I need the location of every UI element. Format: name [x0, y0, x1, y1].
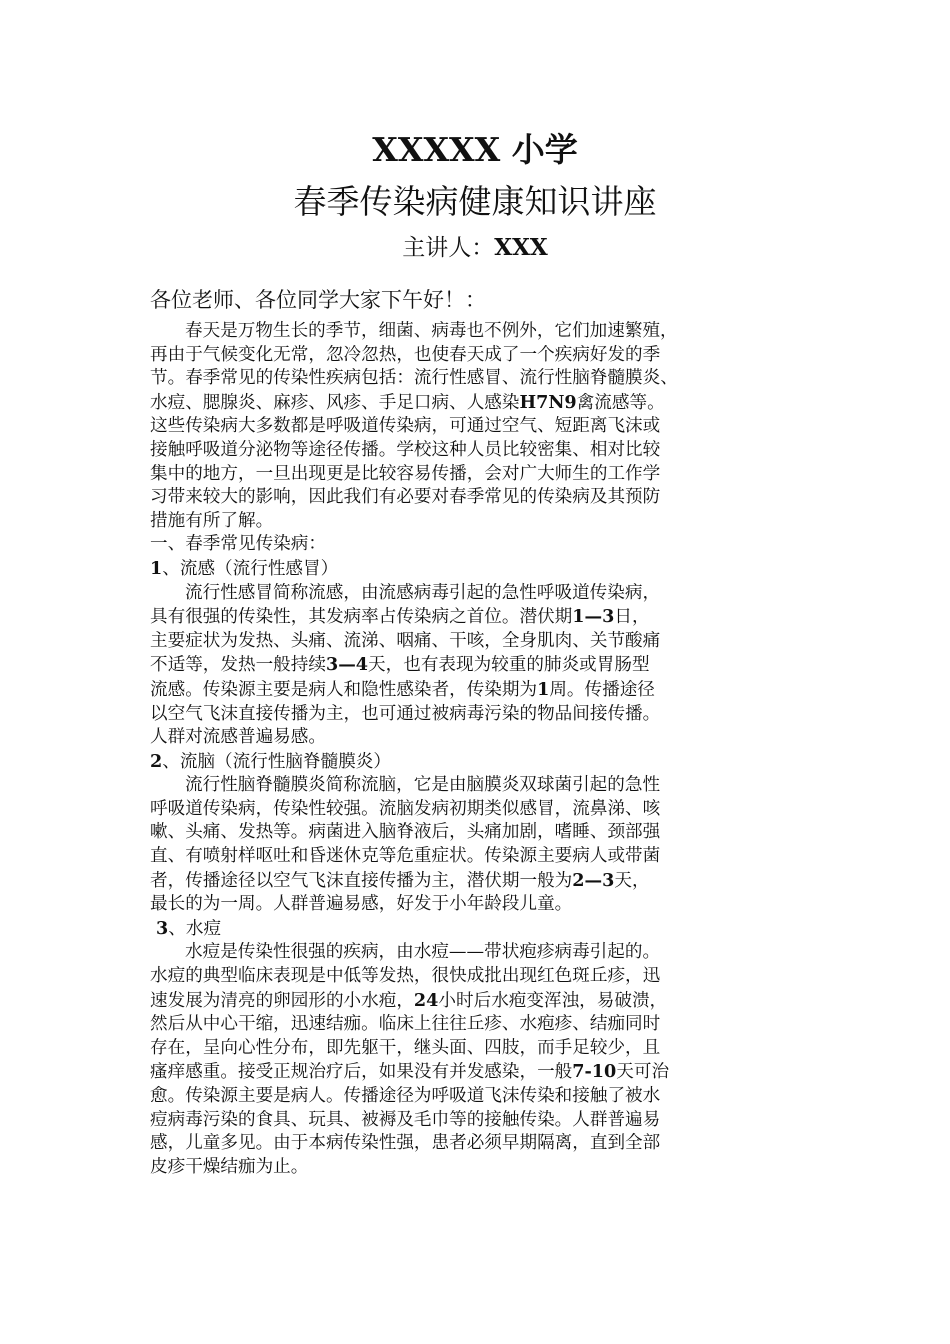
- paragraph-line: 流行性脑脊髓膜炎简称流脑，它是由脑膜炎双球菌引起的急性: [185, 775, 661, 796]
- paragraph-line: 流感。传染源主要是病人和隐性感染者，传染期为1周。传播途径: [150, 678, 655, 700]
- paragraph-line: 嗽、头痛、发热等。病菌进入脑脊液后，头痛加剧，嗜睡、颈部强: [150, 822, 661, 843]
- paragraph-line: 瘙痒感重。接受正规治疗后，如果没有并发感染，一般7-10天可治: [150, 1061, 670, 1083]
- paragraph-line: 主要症状为发热、头痛、流涕、咽痛、干咳，全身肌肉、关节酸痛: [150, 630, 661, 651]
- paragraph-line: 这些传染病大多数都是呼吸道传染病，可通过空气、短距离飞沫或: [150, 416, 661, 437]
- school-title: XXXXX 小学: [372, 130, 578, 169]
- paragraph-line: 水痘的典型临床表现是中低等发热，很快成批出现红色斑丘疹，迅: [150, 966, 661, 987]
- paragraph-line: 集中的地方，一旦出现更是比较容易传播，会对广大师生的工作学: [150, 463, 661, 484]
- paragraph-line: 水痘是传染性很强的疾病，由水痘——带状疱疹病毒引起的。: [185, 942, 661, 963]
- meningitis-heading: 2、流脑（流行性脑脊髓膜炎）: [150, 750, 391, 772]
- paragraph-line: 水痘、腮腺炎、麻疹、风疹、手足口病、人感染H7N9禽流感等。: [150, 391, 665, 413]
- paragraph-line: 人群对流感普遍易感。: [150, 727, 326, 748]
- paragraph-line: 接触呼吸道分泌物等途径传播。学校这种人员比较密集、相对比较: [150, 439, 661, 460]
- paragraph-line: 速发展为清亮的卵园形的小水疱，24小时后水疱变浑浊，易破溃，: [150, 989, 668, 1011]
- paragraph-line: 愈。传染源主要是病人。传播途径为呼吸道飞沫传染和接触了被水: [150, 1086, 661, 1106]
- paragraph-line: 直、有喷射样呕吐和昏迷休克等危重症状。传染源主要病人或带菌: [150, 846, 661, 867]
- paragraph-line: 痘病毒污染的食具、玩具、被褥及毛巾等的接触传染。人群普遍易: [150, 1109, 661, 1130]
- paragraph-line: 感，儿童多见。由于本病传染性强，患者必须早期隔离，直到全部: [150, 1133, 661, 1154]
- speaker-name: XXX: [494, 234, 548, 261]
- paragraph-line: 措施有所了解。: [150, 510, 274, 531]
- paragraph-line: 春天是万物生长的季节，细菌、病毒也不例外，它们加速繁殖，: [185, 321, 678, 341]
- body-text: [150, 320, 810, 1179]
- paragraph-line: 习带来较大的影响，因此我们有必要对春季常见的传染病及其预防: [150, 487, 661, 508]
- paragraph-line: 具有很强的传染性，其发病率占传染病之首位。潜伏期1—3日，: [150, 606, 650, 628]
- paragraph-line: 以空气飞沫直接传播为主，也可通过被病毒污染的物品间接传播。: [150, 703, 661, 724]
- section-heading: 一、春季常见传染病：: [150, 534, 326, 555]
- paragraph-line: 呼吸道传染病，传染性较强。流脑发病初期类似感冒，流鼻涕、咳: [150, 798, 661, 819]
- paragraph-line: 然后从中心干缩，迅速结痂。临床上往往丘疹、水疱疹、结痂同时: [150, 1014, 661, 1035]
- paragraph-line: 者，传播途径以空气飞沫直接传播为主，潜伏期一般为2—3天，: [150, 869, 650, 891]
- paragraph-line: 皮疹干燥结痂为止。: [150, 1156, 309, 1177]
- flu-heading: 1、流感（流行性感冒）: [150, 557, 339, 579]
- speaker-line: [0, 232, 950, 264]
- speaker-label: 主讲人：: [402, 235, 495, 261]
- paragraph-line: 节。春季常见的传染性疾病包括：流行性感冒、流行性脑脊髓膜炎、: [150, 368, 678, 389]
- chickenpox-heading: 3、水痘: [156, 917, 222, 939]
- paragraph-line: 不适等，发热一般持续3—4天，也有表现为较重的肺炎或胃肠型: [150, 654, 650, 676]
- paragraph-line: 再由于气候变化无常，忽冷忽热，也使春天成了一个疾病好发的季: [150, 344, 661, 365]
- paragraph-line: 流行性感冒简称流感，由流感病毒引起的急性呼吸道传染病，: [185, 582, 661, 603]
- greeting: 各位老师、各位同学大家下午好！：: [150, 288, 486, 312]
- lecture-title: 春季传染病健康知识讲座: [293, 182, 657, 221]
- paragraph-line: 存在，呈向心性分布，即先躯干，继头面、四肢，而手足较少，且: [150, 1037, 661, 1058]
- paragraph-line: 最长的为一周。人群普遍易感，好发于小年龄段儿童。: [150, 894, 573, 915]
